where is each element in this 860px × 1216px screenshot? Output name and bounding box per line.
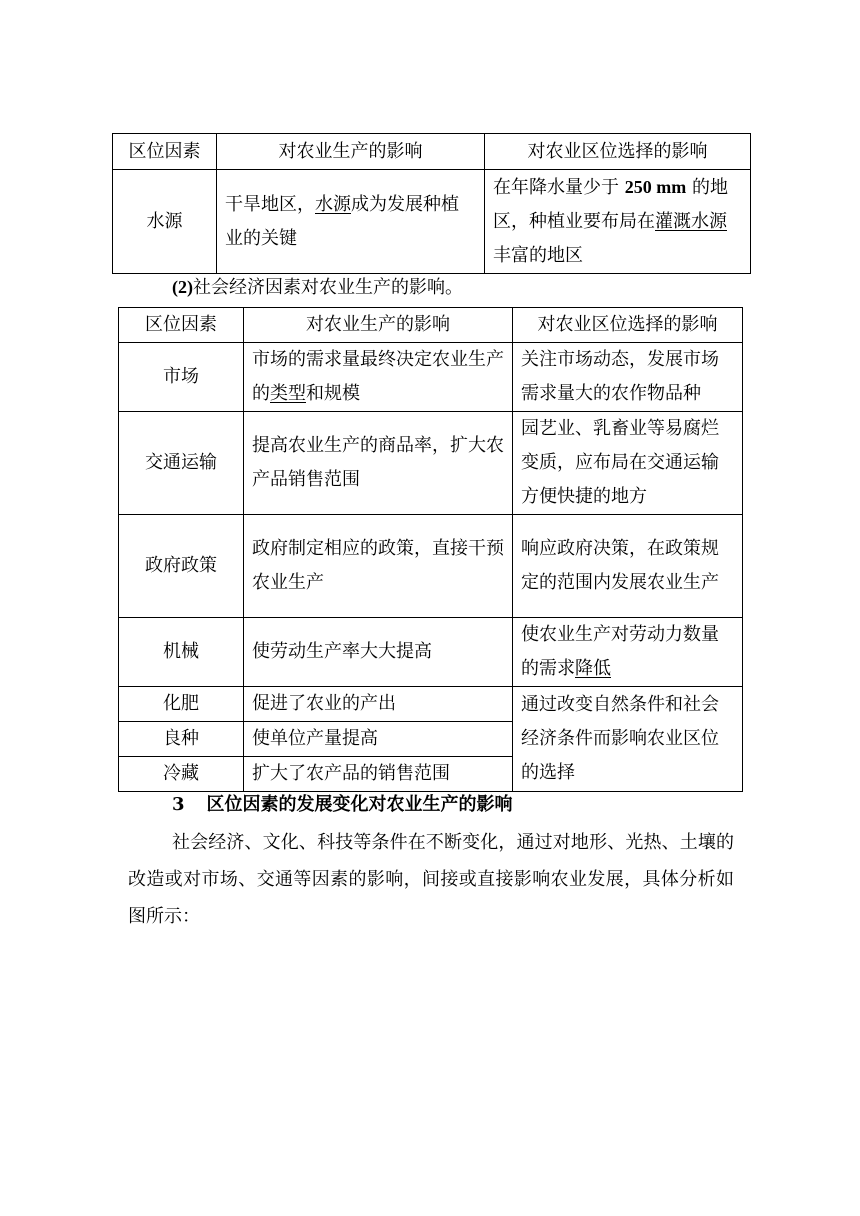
- location-cell: 关注市场动态，发展市场需求量大的农作物品种: [513, 343, 743, 412]
- body-paragraph: 社会经济、文化、科技等条件在不断变化，通过对地形、光热、土壤的改造或对市场、交通等因素的影响，间接或直接影响农业发展，具体分析如图所示：: [128, 832, 734, 927]
- underlined-term: 类型: [270, 383, 306, 404]
- production-cell: 使劳动生产率大大提高: [244, 618, 513, 687]
- section-heading-factor-change: [172, 788, 513, 822]
- factor-cell: 化肥: [119, 687, 244, 722]
- production-cell: 扩大了农产品的销售范围: [244, 757, 513, 792]
- header-location: 对农业区位选择的影响: [485, 134, 751, 170]
- underlined-term: 水源: [315, 193, 351, 215]
- factor-cell: 交通运输: [119, 412, 244, 515]
- table-row: [119, 343, 743, 412]
- table-row: [119, 618, 743, 687]
- rainfall-value: 250 mm: [624, 177, 687, 197]
- production-cell: 使单位产量提高: [244, 722, 513, 757]
- factor-cell: 水源: [113, 170, 217, 274]
- factor-cell: 良种: [119, 722, 244, 757]
- section-heading-social-economic: [172, 270, 463, 305]
- section-number: 3: [172, 794, 185, 815]
- header-production: 对农业生产的影响: [217, 134, 485, 170]
- location-cell: 园艺业、乳畜业等易腐烂变质，应布局在交通运输方便快捷的地方: [513, 412, 743, 515]
- factor-cell: 冷藏: [119, 757, 244, 792]
- underlined-term: 灌溉水源: [655, 211, 727, 232]
- production-cell: 市场的需求量最终决定农业生产的类型和规模: [244, 343, 513, 412]
- table-row: [119, 515, 743, 618]
- shared-location-cell: 通过改变自然条件和社会经济条件而影响农业区位的选择: [513, 687, 743, 792]
- location-cell: 使农业生产对劳动力数量的需求降低: [513, 618, 743, 687]
- underlined-term: 降低: [575, 658, 611, 679]
- factor-cell: 政府政策: [119, 515, 244, 618]
- location-cell: 在年降水量少于 250 mm 的地区，种植业要布局在灌溉水源丰富的地区: [485, 170, 751, 274]
- header-factor: 区位因素: [119, 308, 244, 343]
- production-cell: 提高农业生产的商品率，扩大农产品销售范围: [244, 412, 513, 515]
- table-row: [119, 687, 743, 722]
- header-location: 对农业区位选择的影响: [513, 308, 743, 343]
- table-header-row: [113, 134, 751, 170]
- production-cell: 促进了农业的产出: [244, 687, 513, 722]
- social-economic-factors-table: [118, 307, 743, 792]
- factor-cell: 机械: [119, 618, 244, 687]
- section-title: 区位因素的发展变化对农业生产的影响: [206, 794, 513, 815]
- production-cell: 政府制定相应的政策，直接干预农业生产: [244, 515, 513, 618]
- natural-factors-table: [112, 133, 751, 274]
- header-factor: 区位因素: [113, 134, 217, 170]
- factor-cell: 市场: [119, 343, 244, 412]
- production-cell: 干旱地区，水源成为发展种植业的关键: [217, 170, 485, 274]
- section-title: 社会经济因素对农业生产的影响。: [193, 277, 463, 298]
- section-number: (2): [172, 277, 193, 297]
- location-cell: 响应政府决策，在政策规定的范围内发展农业生产: [513, 515, 743, 618]
- table-row: [119, 412, 743, 515]
- table-header-row: [119, 308, 743, 343]
- table-row: [113, 170, 751, 274]
- header-production: 对农业生产的影响: [244, 308, 513, 343]
